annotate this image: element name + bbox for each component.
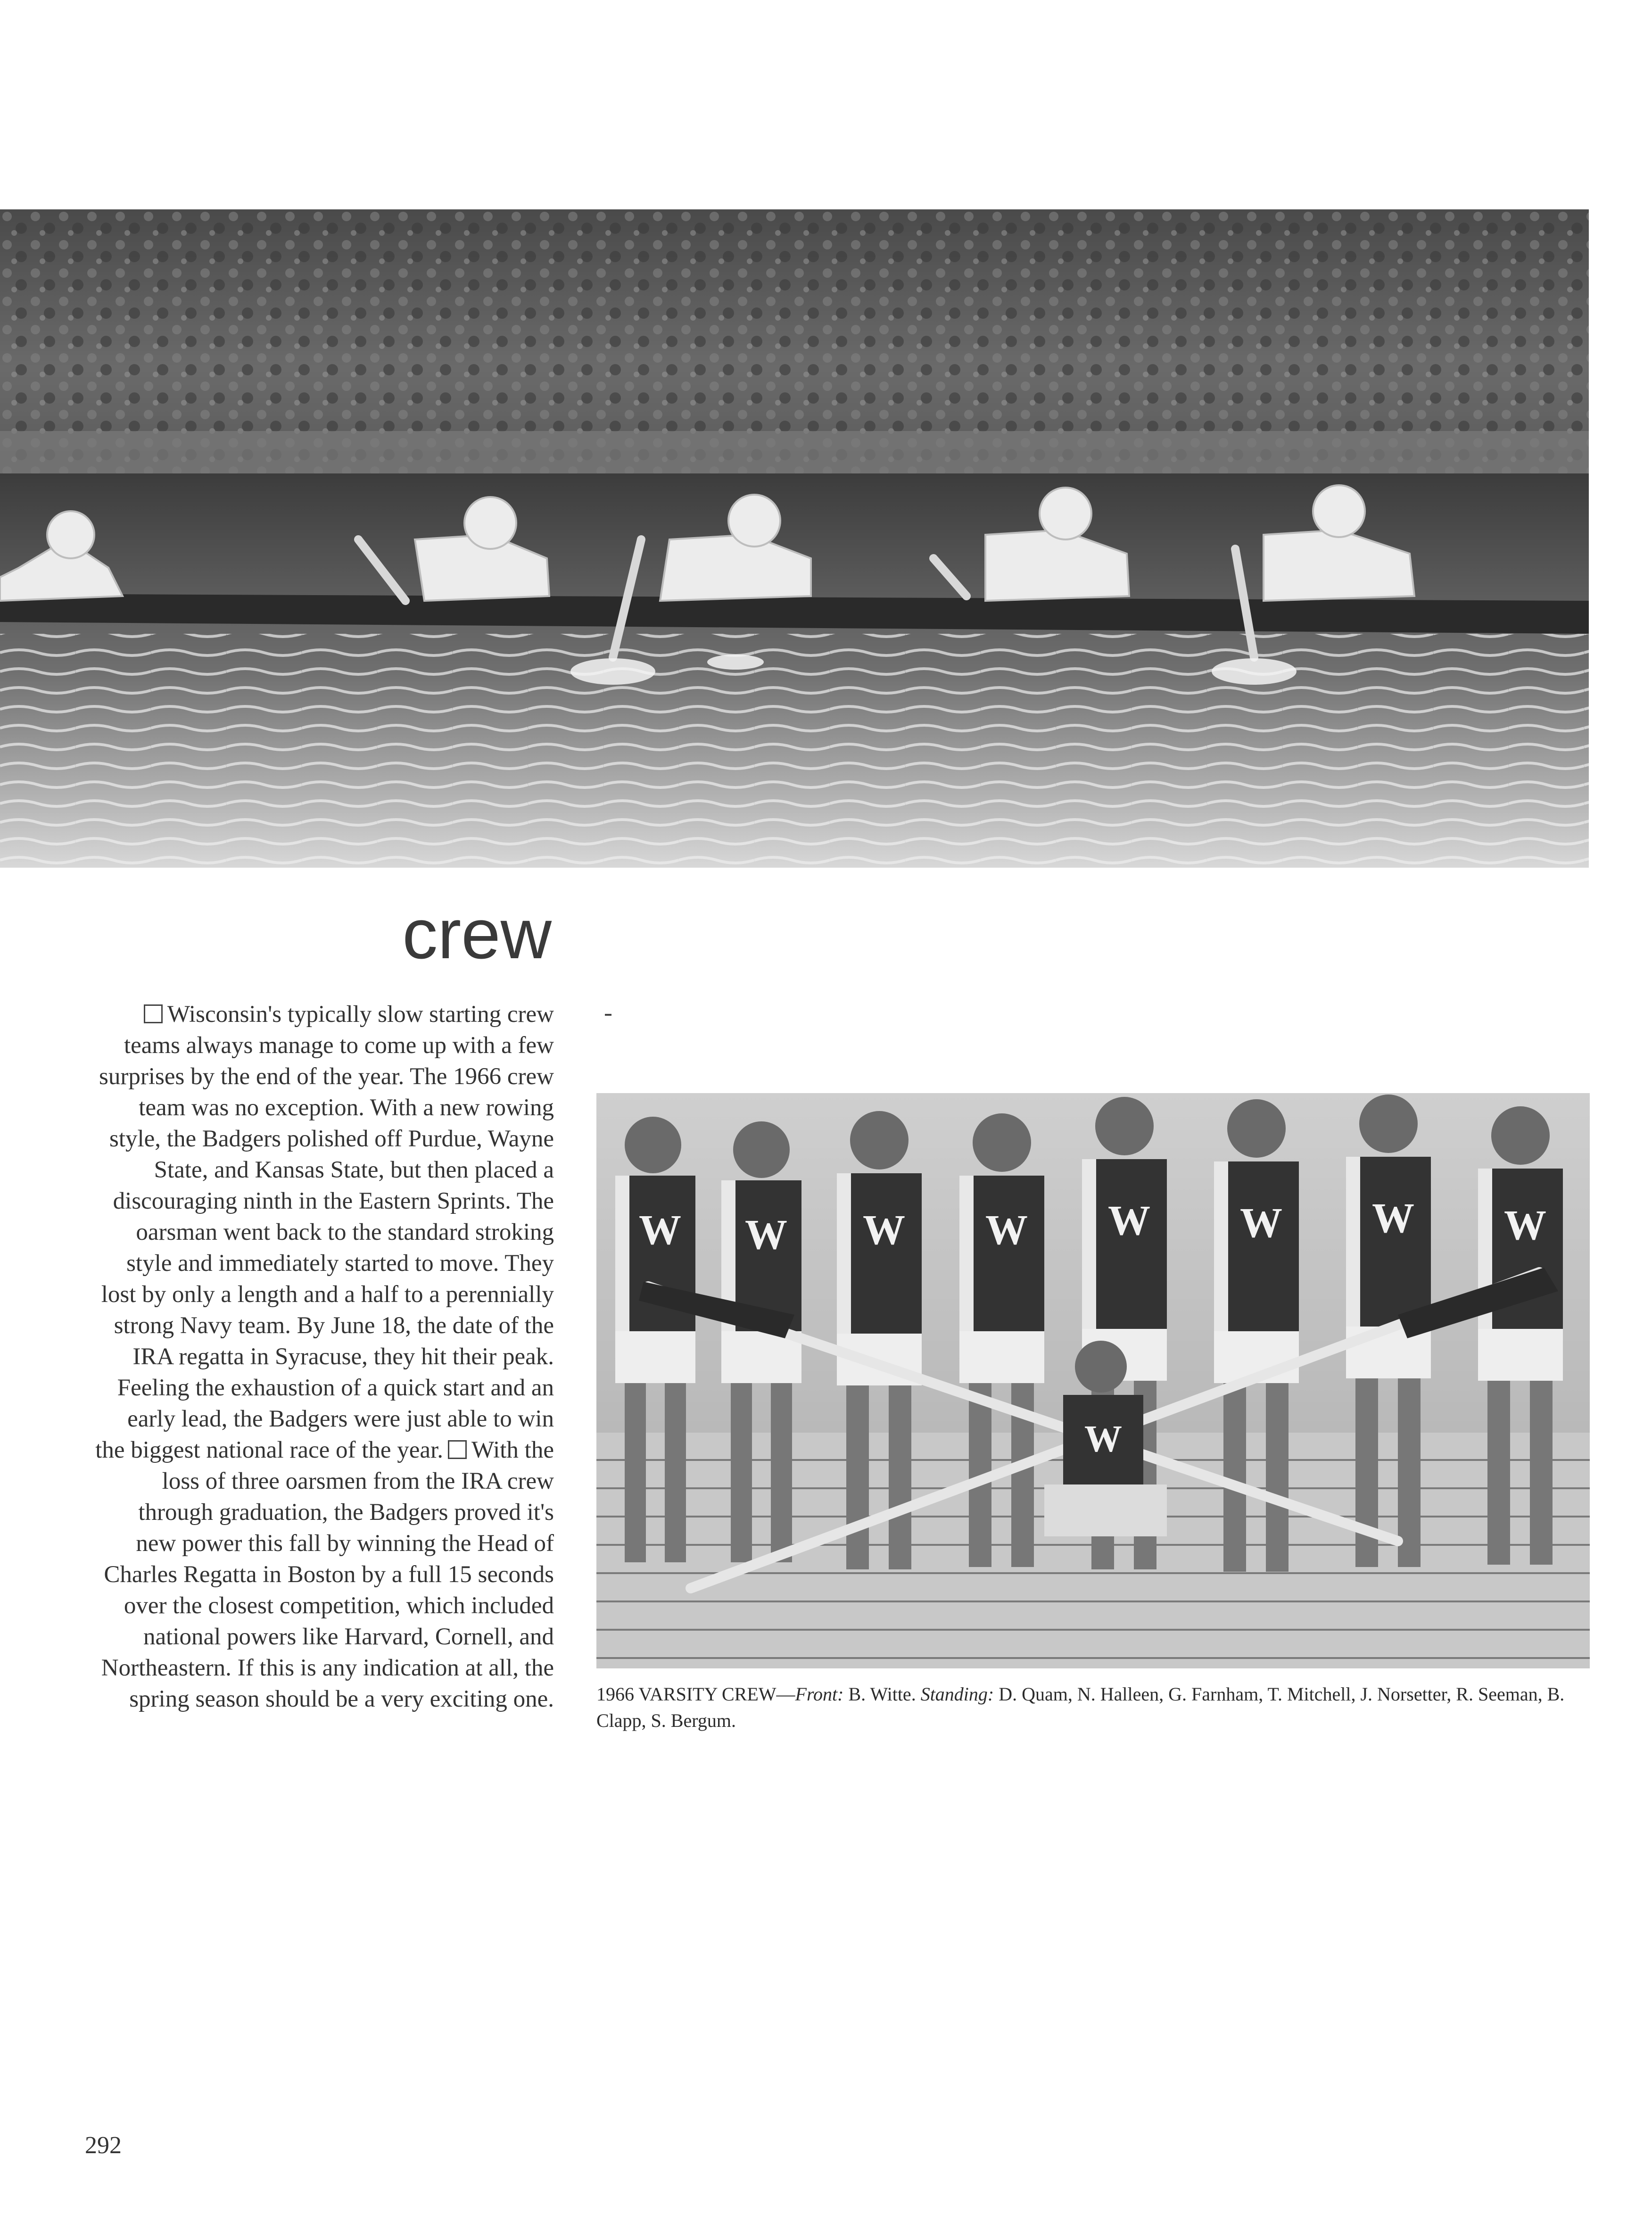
jersey-letter: W xyxy=(1240,1200,1282,1246)
caption-standing-names: D. Quam, N. Halleen, G. Farnham, T. Mitchell, J. Norsetter, R. Seeman, B. Clapp, S. Bergum. xyxy=(596,1683,1565,1731)
jersey-letter: W xyxy=(985,1207,1028,1253)
caption-standing-label: Standing: xyxy=(920,1683,994,1705)
jersey-letter: W xyxy=(1084,1418,1122,1460)
jersey-letter: W xyxy=(745,1211,787,1258)
jersey-letter: W xyxy=(1372,1195,1414,1242)
article-text-part1: Wisconsin's typically slow starting crew teams always manage to come up with a few surprises by the end of the year. The 1966 crew team was no exception. With a new rowing style, the Badgers polished off Purdue, Wayne State, and Kansas State, but then placed a discouraging ninth in the Eastern Sprints. The oarsman went back to the standard stroking style and immediately started to move. They lost by only a length and a half to a perennially strong Navy team. By June 18, the date of the IRA regatta in Syracuse, they hit their peak. Feeling the exhaustion of a quick start and an early lead, the Badgers were just able to win the biggest national race of the year. xyxy=(95,1001,554,1463)
rowing-photo xyxy=(0,209,1589,868)
team-photo-graphic xyxy=(596,1093,1590,1668)
team-photo xyxy=(596,1093,1590,1668)
jersey-letter: W xyxy=(639,1207,681,1253)
ballot-box-icon xyxy=(144,1004,163,1023)
caption-front-label: Front: xyxy=(795,1683,844,1705)
article-paragraph xyxy=(94,999,554,1715)
ballot-box-icon xyxy=(448,1440,467,1459)
rowing-photo-graphic xyxy=(0,209,1589,868)
jersey-letter: W xyxy=(1108,1197,1150,1244)
jersey-letter: W xyxy=(863,1207,905,1253)
section-heading: crew xyxy=(402,894,552,973)
page-number: 292 xyxy=(85,2132,122,2159)
jersey-letter: W xyxy=(1504,1202,1546,1249)
stray-mark xyxy=(605,1014,611,1016)
caption-front-names: B. Witte. xyxy=(843,1683,921,1705)
caption-title: 1966 VARSITY CREW— xyxy=(596,1683,795,1705)
photo-caption xyxy=(596,1681,1590,1734)
article-body xyxy=(94,999,554,1715)
article-text-part2: With the loss of three oarsmen from the IRA crew through graduation, the Badgers proved it's new power this fall by winning the Head of Charles Regatta in Boston by a full 15 seconds over the closest competition, which included national powers like Harvard, Cornell, and Northeastern. If this is any indication at all, the spring season should be a very exciting one. xyxy=(101,1437,554,1712)
